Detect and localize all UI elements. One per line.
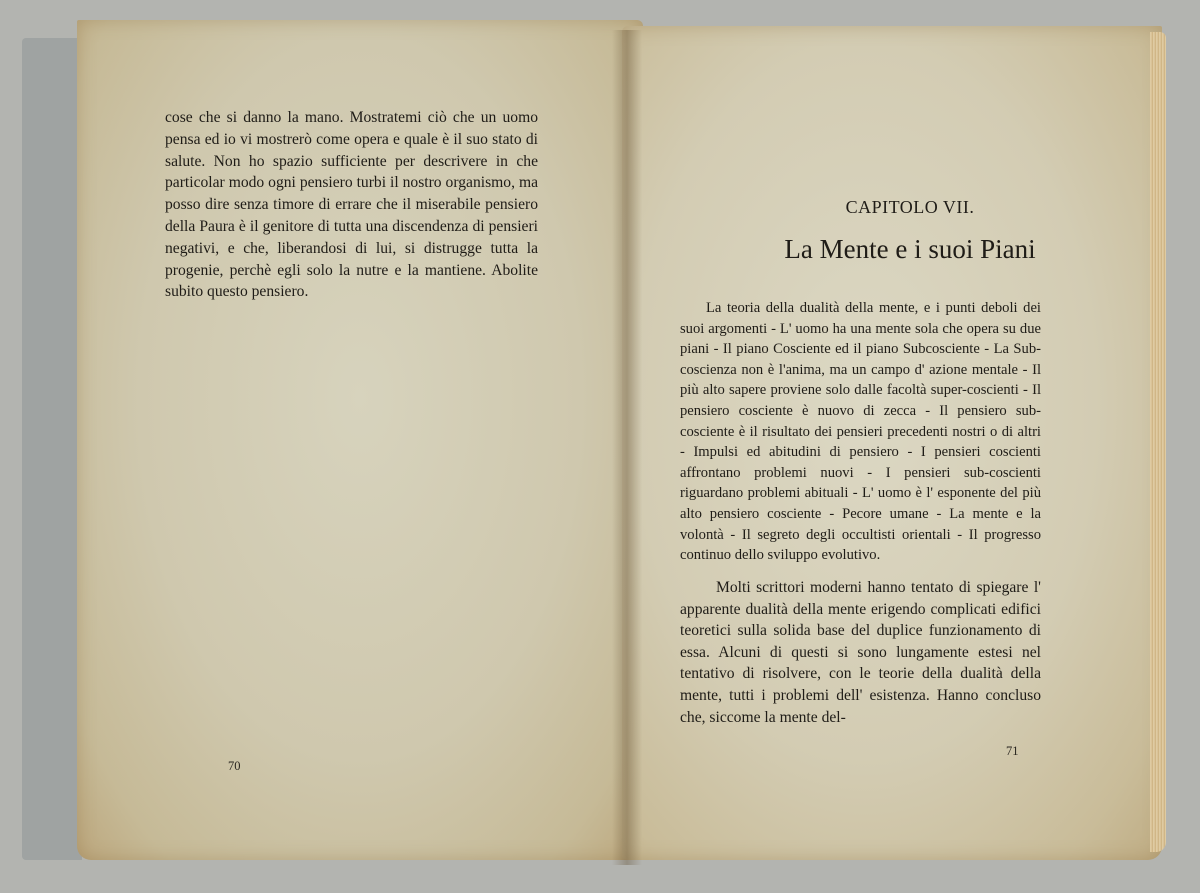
left-paragraph: cose che si danno la mano. Mostratemi ciò che un uomo pensa ed io vi mostrerò come opera e quale è il suo stato di salute. Non ho spazio sufficiente per descrivere in che particolar modo ogni pensiero turbi il nostro organismo, ma posso dire senza timore di errare che il miserabile pensiero della Paura è il genitore di tutta una discendenza di pensieri negativi, e che, liberandosi di lui, si distrugge tutta la progenie, perchè egli solo la nutre e la mantiene. Abolite subito questo pensiero. <box>165 109 538 301</box>
summary-paragraph: La teoria della dualità della mente, e i punti deboli dei suoi argomenti - L' uomo ha una mente sola che opera su due piani - Il piano Cosciente ed il piano Subcosciente - La Sub-coscienza non è l'anima, ma un campo d' azione mentale - Il più alto sapere proviene solo dalle facoltà super-coscienti - Il pensiero cosciente è nuovo di zecca - Il pensiero sub-cosciente è il risultato dei pensieri precedenti nostri o di altri - Impulsi ed abitudini di pensiero - I pensieri coscienti affrontano problemi nuovi - I pensieri sub-coscienti riguardano problemi abituali - L' uomo è l' esponente del più alto pensiero cosciente - Pecore umane - La mente e la volontà - Il segreto degli occultisti orientali - Il progresso continuo dello sviluppo evolutivo. <box>680 300 1041 564</box>
book-cover-edge <box>22 38 82 860</box>
right-page-body <box>680 577 1041 728</box>
chapter-label: CAPITOLO VII. <box>845 197 975 217</box>
chapter-title: La Mente e i suoi Piani <box>784 234 1036 264</box>
chapter-summary <box>680 298 1041 566</box>
page-stack-edge <box>1150 32 1166 852</box>
body-paragraph: Molti scrittori moderni hanno tentato di spiegare l' apparente dualità della mente erigendo complicati edifici teoretici sulla solida base del duplice funzionamento di essa. Alcuni di questi si sono lungamente estesi nel tentativo di risolvere, con le teorie della dualità della mente, tutti i problemi dell' esistenza. Hanno concluso che, siccome la mente del- <box>680 579 1041 726</box>
left-page-number: 70 <box>228 759 241 773</box>
left-page-text <box>165 107 538 303</box>
right-page-number: 71 <box>1006 744 1019 758</box>
book-gutter <box>612 30 642 865</box>
